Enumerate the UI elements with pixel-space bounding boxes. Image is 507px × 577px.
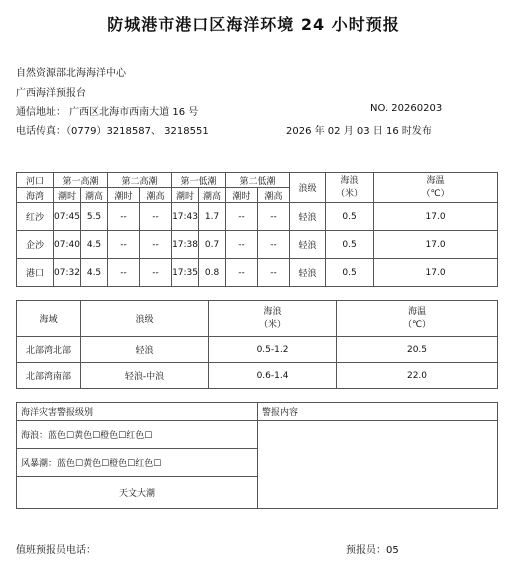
sea-level-cell: 轻浪	[81, 337, 209, 363]
high2-time-cell: --	[108, 203, 140, 231]
first-high-header: 第一高潮	[54, 173, 108, 188]
wave-header-label: 海浪	[340, 175, 359, 186]
wave-level-cell: 轻浪	[290, 231, 326, 259]
station-header: 河口	[17, 173, 54, 188]
low2-height-cell: --	[258, 231, 290, 259]
tide-time-header: 潮时	[226, 188, 258, 203]
temp-header-label: 海温	[426, 175, 445, 186]
sea-area-cell: 北部湾北部	[17, 337, 81, 363]
wave-height-header	[326, 173, 374, 203]
station-name-cell: 港口	[17, 259, 54, 287]
low1-height-cell: 0.7	[199, 231, 226, 259]
high1-time-cell: 07:32	[54, 259, 81, 287]
high2-time-cell: --	[108, 259, 140, 287]
temperature-cell: 17.0	[374, 231, 498, 259]
wave-height-cell: 0.5	[326, 259, 374, 287]
first-low-header: 第一低潮	[172, 173, 226, 188]
sea-temp-header	[337, 301, 498, 337]
sea-wave-cell: 0.5-1.2	[209, 337, 337, 363]
low1-time-cell: 17:38	[172, 231, 199, 259]
sea-level-cell: 轻浪-中浪	[81, 363, 209, 389]
area-header: 海域	[17, 301, 81, 337]
tide-height-header: 潮高	[199, 188, 226, 203]
publish-time: 2026 年 02 月 03 日 16 时发布	[286, 126, 432, 137]
tide-table	[16, 172, 498, 287]
wave-header-unit: （米）	[336, 188, 364, 199]
forecaster-phone: 值班预报员电话：	[16, 545, 96, 556]
wave-level-cell: 轻浪	[290, 203, 326, 231]
high1-time-cell: 07:45	[54, 203, 81, 231]
warning-table	[16, 402, 498, 509]
wave-height-cell: 0.5	[326, 231, 374, 259]
temperature-cell: 17.0	[374, 203, 498, 231]
surge-warning-levels: 风暴潮：蓝色☐黄色☐橙色☐红色☐	[17, 449, 258, 477]
low2-height-cell: --	[258, 259, 290, 287]
station-name-cell: 红沙	[17, 203, 54, 231]
sea-temp-cell: 22.0	[337, 363, 498, 389]
high2-height-cell: --	[140, 259, 172, 287]
sea-wave-label: 海浪	[263, 306, 282, 317]
wave-level-cell: 轻浪	[290, 259, 326, 287]
org-name: 自然资源部北海海洋中心	[16, 68, 126, 79]
station-header-sub: 海湾	[17, 188, 54, 203]
high2-height-cell: --	[140, 231, 172, 259]
sea-temp-label: 海温	[407, 306, 426, 317]
temp-header	[374, 173, 498, 203]
low2-time-cell: --	[226, 231, 258, 259]
sea-area-table	[16, 300, 498, 389]
warning-content-header: 警报内容	[258, 403, 498, 421]
high1-time-cell: 07:40	[54, 231, 81, 259]
table-row	[17, 231, 498, 259]
tide-height-header: 潮高	[258, 188, 290, 203]
table-row	[17, 203, 498, 231]
astronomical-tide: 天文大潮	[17, 477, 258, 509]
high2-time-cell: --	[108, 231, 140, 259]
phone-fax: 电话传真：（0779）3218587、 3218551	[16, 126, 209, 137]
table-row	[17, 259, 498, 287]
warning-content	[258, 421, 498, 509]
sea-area-cell: 北部湾南部	[17, 363, 81, 389]
wave-level-header: 浪级	[290, 173, 326, 203]
wave-height-cell: 0.5	[326, 203, 374, 231]
forecast-number: NO. 20260203	[370, 103, 443, 114]
table-row	[17, 337, 498, 363]
station-name-cell: 企沙	[17, 231, 54, 259]
station-name: 广西海洋预报台	[16, 88, 86, 99]
second-low-header: 第二低潮	[226, 173, 290, 188]
high1-height-cell: 4.5	[81, 259, 108, 287]
sea-temp-cell: 20.5	[337, 337, 498, 363]
temp-header-unit: （℃）	[421, 188, 450, 199]
sea-wave-header	[209, 301, 337, 337]
wave-warning-levels: 海浪：蓝色☐黄色☐橙色☐红色☐	[17, 421, 258, 449]
low2-time-cell: --	[226, 203, 258, 231]
high1-height-cell: 4.5	[81, 231, 108, 259]
high1-height-cell: 5.5	[81, 203, 108, 231]
address: 通信地址： 广西区北海市西南大道 16 号	[16, 107, 199, 118]
low1-time-cell: 17:35	[172, 259, 199, 287]
forecaster: 预报员：05	[346, 545, 399, 556]
sea-level-header: 浪级	[81, 301, 209, 337]
tide-time-header: 潮时	[172, 188, 199, 203]
sea-wave-cell: 0.6-1.4	[209, 363, 337, 389]
page-title: 防城港市港口区海洋环境 24 小时预报	[107, 15, 400, 34]
tide-time-header: 潮时	[108, 188, 140, 203]
low1-height-cell: 1.7	[199, 203, 226, 231]
second-high-header: 第二高潮	[108, 173, 172, 188]
tide-height-header: 潮高	[140, 188, 172, 203]
tide-time-header: 潮时	[54, 188, 81, 203]
low2-time-cell: --	[226, 259, 258, 287]
low2-height-cell: --	[258, 203, 290, 231]
table-row	[17, 363, 498, 389]
tide-height-header: 潮高	[81, 188, 108, 203]
low1-height-cell: 0.8	[199, 259, 226, 287]
temperature-cell: 17.0	[374, 259, 498, 287]
warning-level-header: 海洋灾害警报级别	[17, 403, 258, 421]
sea-temp-unit: （℃）	[402, 319, 432, 330]
sea-wave-unit: （米）	[258, 319, 286, 330]
high2-height-cell: --	[140, 203, 172, 231]
low1-time-cell: 17:43	[172, 203, 199, 231]
